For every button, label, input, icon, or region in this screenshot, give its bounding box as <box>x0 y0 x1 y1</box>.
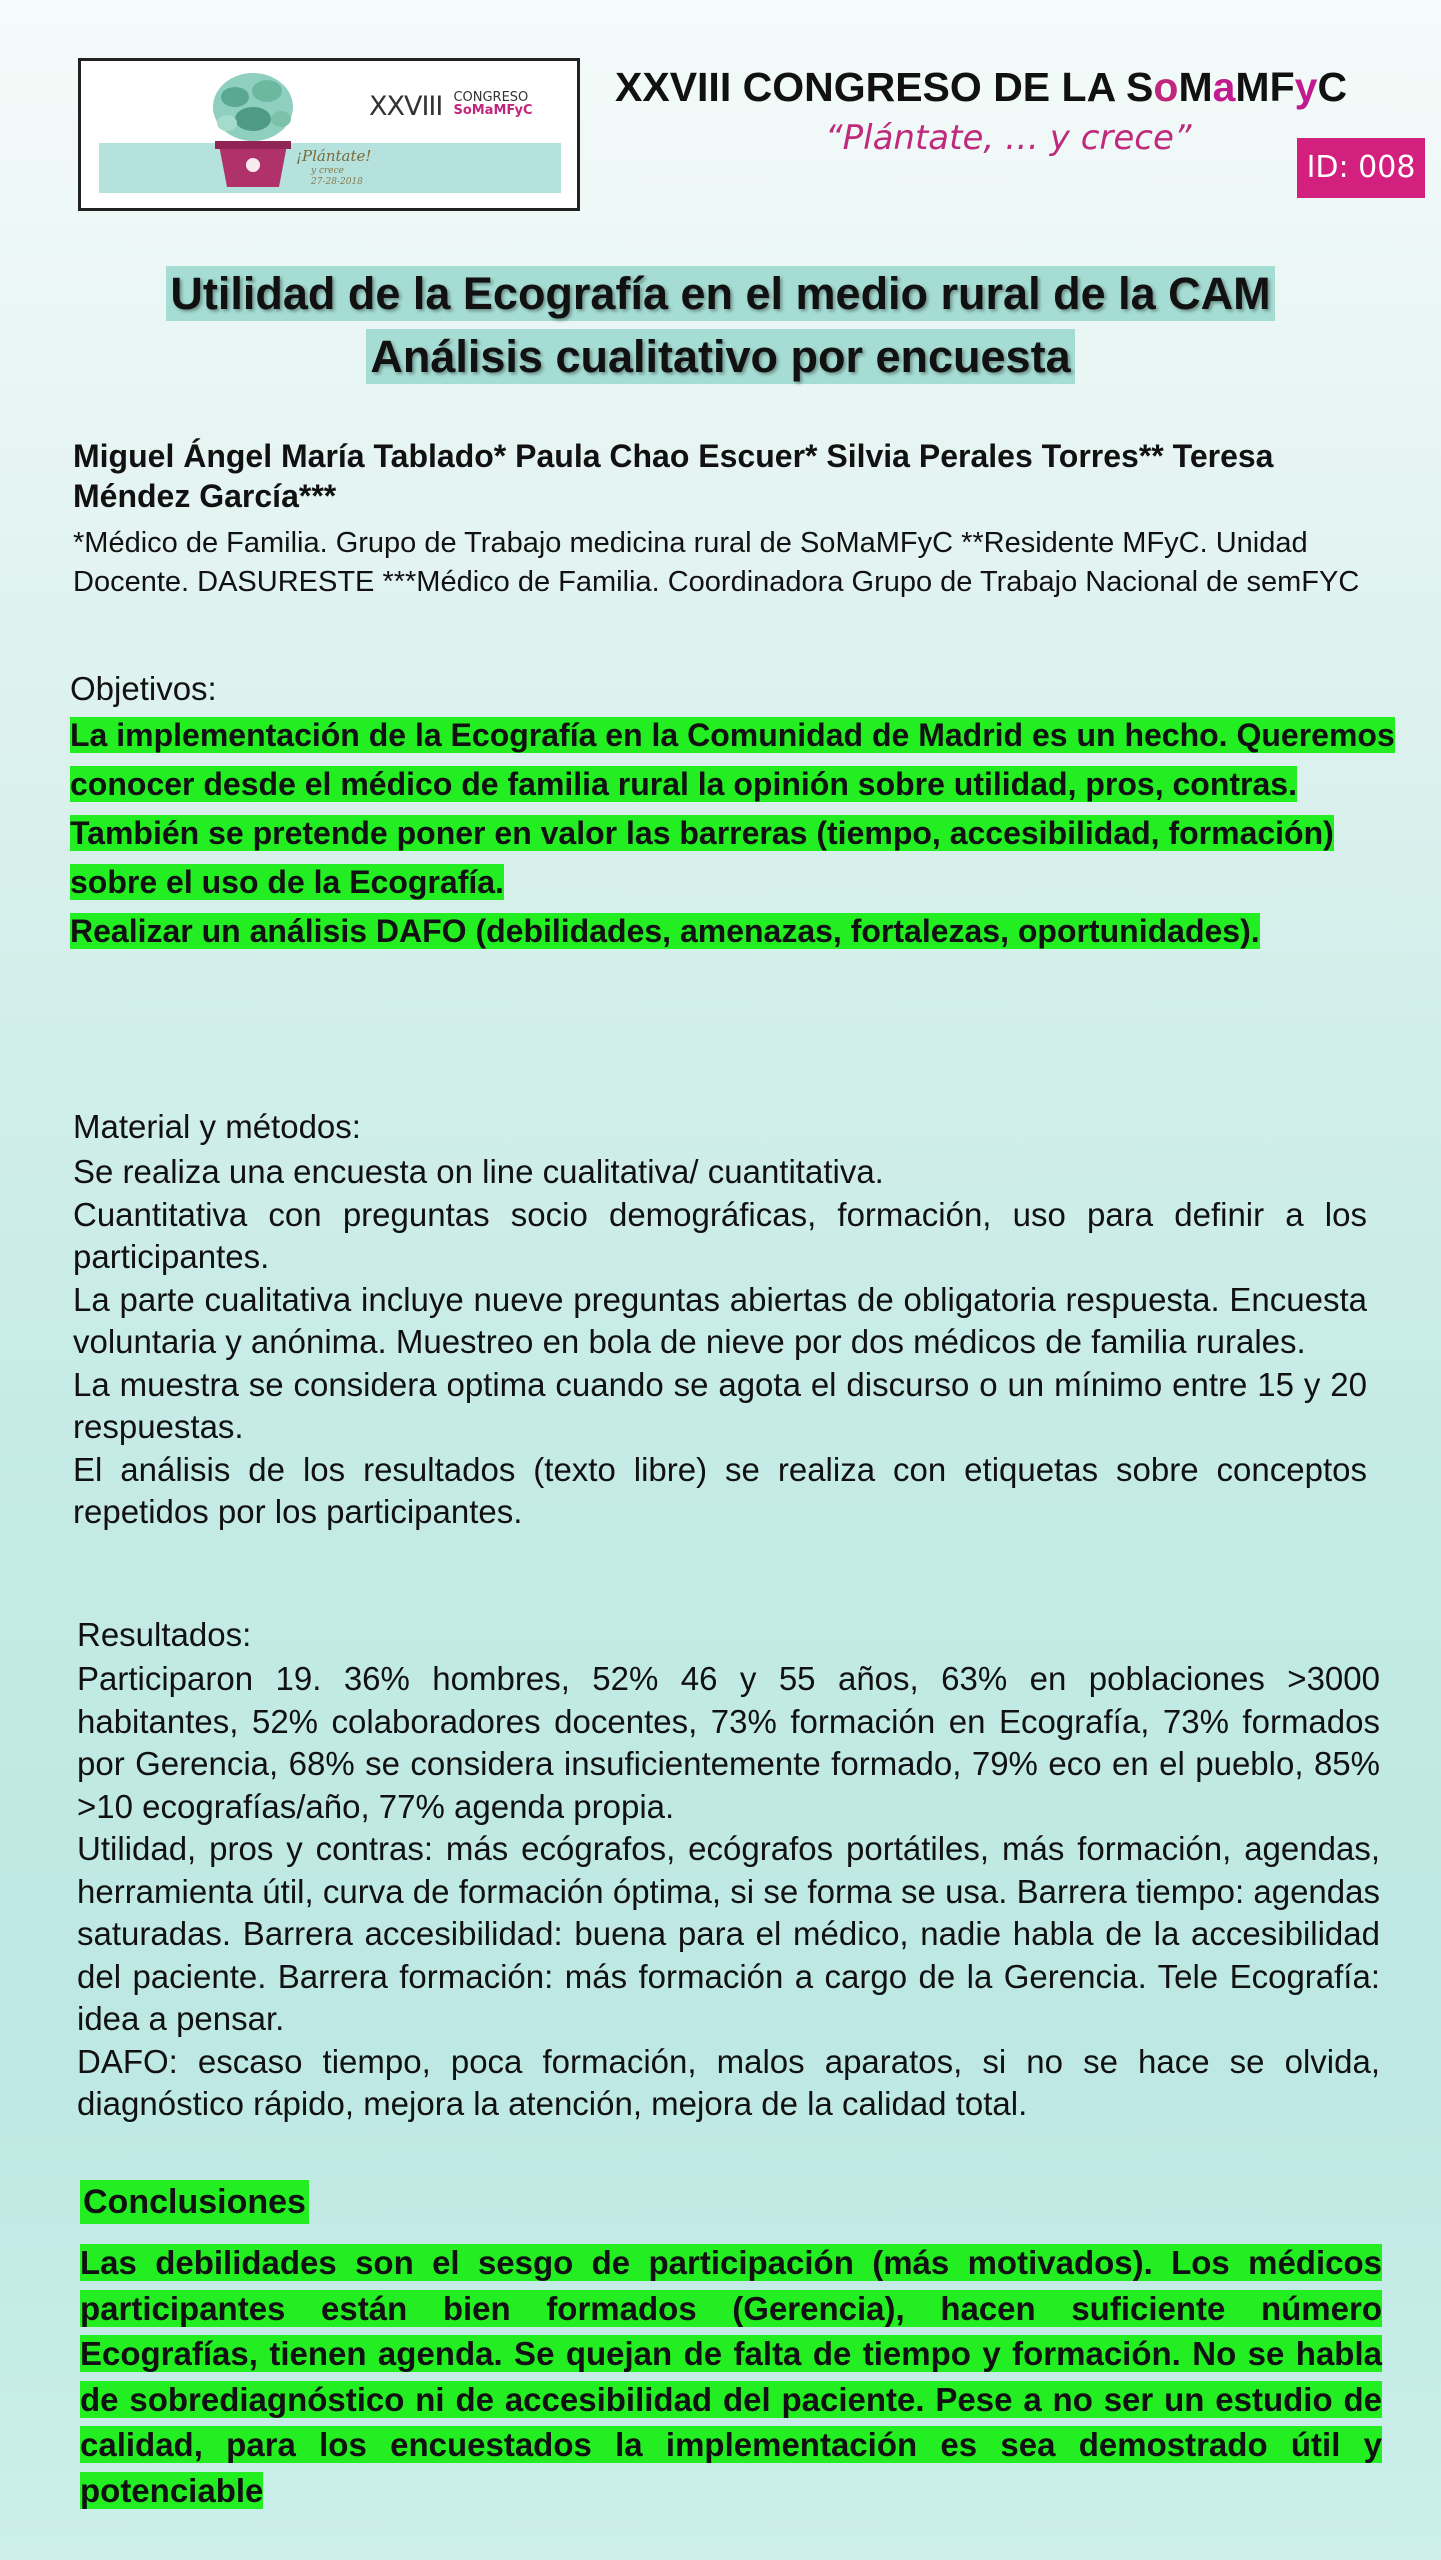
logo-sub-line2: 27-28-2018 <box>311 177 363 187</box>
poster-title-line1: Utilidad de la Ecografía en el medio rural de la CAM <box>166 266 1274 321</box>
resultados-p2: Utilidad, pros y contras: más ecógrafos, ecógrafos portátiles, más formación, agendas, herramienta útil, curva de formación óptima, si se forma se usa. Barrera tiempo: agendas saturadas. Barrera accesibilidad: buena para el médico, nadie habla de la accesibilidad del paciente. Barrera formación: más formación a cargo de la Gerencia. Tele Ecografía: idea a pensar. <box>77 1830 1380 2037</box>
objetivos-heading: Objetivos: <box>70 670 217 707</box>
conclusiones-text: Las debilidades son el sesgo de participación (más motivados). Los médicos participantes están bien formados (Gerencia), hacen suficiente número Ecografías, tienen agenda. Se quejan de falta de tiempo y formación. No se habla de sobrediagnóstico ni de accesibilidad del paciente. Pese a no ser un estudio de calidad, para los encuestados la implementación es sea demostrado útil y potenciable <box>80 2244 1382 2509</box>
resultados-heading: Resultados: <box>77 1616 252 1653</box>
metodos-p2: Cuantitativa con preguntas socio demográficas, formación, uso para definir a los participantes. <box>73 1195 1367 1275</box>
resultados-body <box>77 1658 1380 2126</box>
objetivos-body <box>70 711 1400 956</box>
congress-title-mf: MF <box>1235 64 1295 110</box>
conclusiones-body <box>80 2240 1382 2513</box>
metodos-p4: La muestra se considera optima cuando se agota el discurso o un mínimo entre 15 y 20 respuestas. <box>73 1365 1367 1445</box>
metodos-p1: Se realiza una encuesta on line cualitativa/ cuantitativa. <box>73 1153 884 1190</box>
metodos-p3: La parte cualitativa incluye nueve preguntas abiertas de obligatoria respuesta. Encuesta voluntaria y anónima. Muestreo en bola de nieve por dos médicos de familia rurales. <box>73 1280 1367 1360</box>
objetivos-p2: También se pretende poner en valor las barreras (tiempo, accesibilidad, formación) sobre el uso de la Ecografía. <box>70 815 1334 900</box>
congress-logo <box>78 58 580 211</box>
authors: Miguel Ángel María Tablado* Paula Chao Escuer* Silvia Perales Torres** Teresa Méndez García*** <box>73 438 1274 514</box>
poster-title-line2: Análisis cualitativo por encuesta <box>366 329 1074 384</box>
congress-title-a: a <box>1212 64 1236 110</box>
congress-title-prefix: XXVIII CONGRESO DE LA S <box>615 64 1154 110</box>
congress-title <box>615 64 1347 111</box>
logo-slogan: ¡Plántate! <box>296 147 372 165</box>
congress-title-y: y <box>1294 64 1318 110</box>
logo-brand: SoMaMFyC <box>453 103 533 118</box>
metodos-heading: Material y métodos: <box>73 1108 361 1145</box>
logo-sub-line1: y crece <box>311 166 344 176</box>
id-badge: ID: 008 <box>1297 138 1425 198</box>
logo-title <box>369 91 533 122</box>
plant-pot-icon <box>205 67 301 197</box>
congress-title-m: M <box>1178 64 1213 110</box>
logo-roman: XXVIII <box>369 91 443 122</box>
objetivos-p3: Realizar un análisis DAFO (debilidades, amenazas, fortalezas, oportunidades). <box>70 913 1260 949</box>
resultados-p1: Participaron 19. 36% hombres, 52% 46 y 55 años, 63% en poblaciones >3000 habitantes, 52% colaboradores docentes, 73% formación en Ecografía, 73% formados por Gerencia, 68% se considera insuficientemente formado, 79% eco en el pueblo, 85% >10 ecografías/año, 77% agenda propia. <box>77 1660 1380 1825</box>
objetivos-p1: La implementación de la Ecografía en la Comunidad de Madrid es un hecho. Queremos conocer desde el médico de familia rural la opinión sobre utilidad, pros, contras. <box>70 717 1395 802</box>
congress-title-c: C <box>1317 64 1348 110</box>
congress-slogan: “Plántate, … y crece” <box>825 118 1192 158</box>
affiliations: *Médico de Familia. Grupo de Trabajo medicina rural de SoMaMFyC **Residente MFyC. Unidad Docente. DASURESTE ***Médico de Familia. Coordinadora Grupo de Trabajo Nacional de semFYC <box>73 527 1360 598</box>
metodos-p5: El análisis de los resultados (texto libre) se realiza con etiquetas sobre conceptos repetidos por los participantes. <box>73 1450 1367 1530</box>
logo-sub <box>311 166 363 188</box>
resultados-p3: DAFO: escaso tiempo, poca formación, malos aparatos, si no se hace se olvida, diagnóstico rápido, mejora la atención, mejora de la calidad total. <box>77 2042 1380 2122</box>
logo-small-top: CONGRESO <box>453 90 529 105</box>
poster-title <box>40 262 1401 388</box>
conclusiones-heading: Conclusiones <box>80 2180 309 2224</box>
congress-title-o: o <box>1153 64 1179 110</box>
metodos-body <box>73 1151 1367 1534</box>
